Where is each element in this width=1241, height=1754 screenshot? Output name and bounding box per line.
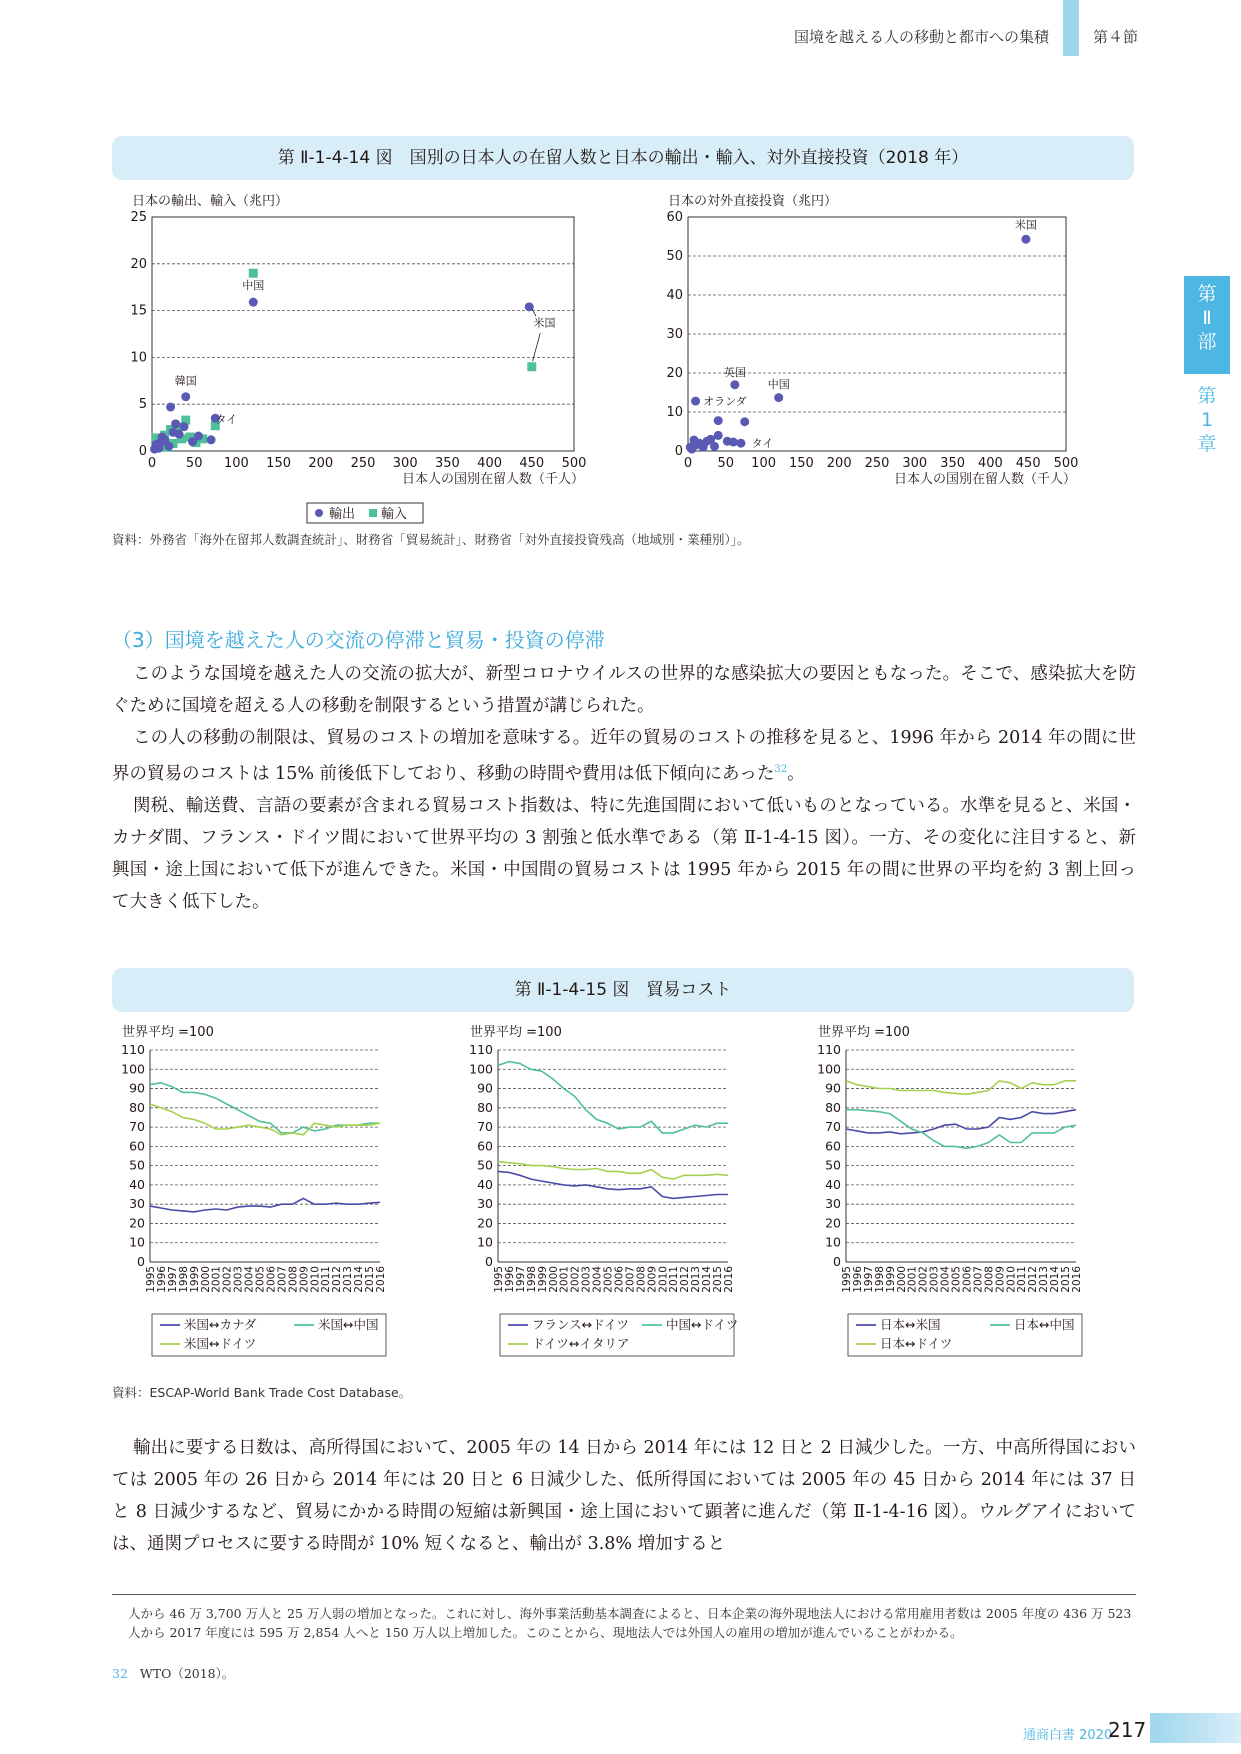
series-line (498, 1162, 728, 1179)
y-tick-label: 60 (825, 1138, 841, 1154)
fdi-point (686, 443, 695, 452)
x-tick-label: 1995 (493, 1266, 505, 1293)
x-tick-label: 2000 (199, 1266, 212, 1293)
y-tick-label: 30 (129, 1196, 145, 1212)
x-tick-label: 400 (977, 456, 1003, 471)
y-tick-label: 70 (825, 1119, 841, 1135)
x-tick-label: 1998 (525, 1266, 538, 1293)
footnote-rule (112, 1594, 1136, 1595)
annotation-korea: 韓国 (174, 374, 197, 388)
annotation-uk: 英国 (723, 366, 746, 380)
y-tick-label: 60 (129, 1138, 145, 1154)
annotation-netherlands: オランダ (703, 394, 747, 408)
y-tick-label: 50 (666, 249, 683, 264)
fdi-point (710, 442, 719, 451)
paragraph-3: 関税、輸送費、言語の要素が含まれる貿易コスト指数は、特に先進国間において低いものとなっている。水準を見ると、米国・カナダ間、フランス・ドイツ間において世界平均の 3 割強と低水準である（第 Ⅱ-1-4-15 図）。一方、その変化に注目すると、新興国・途上国において低下が進んできた。米国・中国間の貿易コストは 1995 年から 2015 年の間に世界の平均を約 3 割上回って大きく低下した。 (112, 795, 1136, 912)
x-axis-label: 日本人の国別在留人数（千人） (893, 472, 1076, 487)
y-tick-label: 90 (129, 1080, 145, 1096)
y-tick-label: 0 (485, 1254, 493, 1269)
paragraph-2 (112, 722, 1136, 790)
x-tick-label: 2014 (701, 1266, 714, 1293)
x-tick-label: 450 (1015, 456, 1041, 471)
x-tick-label: 2008 (287, 1266, 300, 1293)
x-tick-label: 100 (223, 456, 249, 471)
x-tick-label: 2013 (690, 1266, 703, 1293)
y-tick-label: 90 (825, 1080, 841, 1096)
fdi-point (702, 437, 711, 446)
paragraph-2-text: この人の移動の制限は、貿易のコストの増加を意味する。近年の貿易のコストの推移を見ると、1996 年から 2014 年の間に世界の貿易のコストは 15% 前後低下しており、移動の時間や費用は低下傾向にあった (112, 728, 1136, 784)
y-tick-label: 10 (825, 1234, 841, 1250)
x-tick-label: 300 (392, 456, 418, 471)
x-tick-label: 2008 (983, 1266, 996, 1293)
x-tick-label: 1998 (177, 1266, 190, 1293)
paragraph-1: このような国境を越えた人の交流の拡大が、新型コロナウイルスの世界的な感染拡大の要因ともなった。そこで、感染拡大を防ぐために国境を超える人の移動を制限するという措置が講じられた。 (112, 664, 1136, 716)
x-axis-label: 日本人の国別在留人数（千人） (401, 472, 584, 487)
legend-export-marker (315, 509, 323, 517)
export-point (249, 298, 258, 307)
x-tick-label: 2005 (254, 1266, 267, 1293)
y-tick-label: 0 (674, 444, 683, 459)
x-tick-label: 2003 (928, 1266, 941, 1293)
annotation-us: 米国 (1014, 218, 1037, 232)
footnote-ref-32[interactable]: 32 (774, 764, 788, 775)
x-tick-label: 2011 (1016, 1266, 1029, 1293)
x-tick-label: 2013 (342, 1266, 355, 1293)
y-tick-label: 25 (130, 210, 147, 225)
x-tick-label: 1997 (166, 1266, 179, 1293)
fdi-point (729, 438, 738, 447)
line-chart-japan-pairs (817, 1024, 1083, 1356)
y-tick-label: 40 (825, 1176, 841, 1192)
y-tick-label: 20 (666, 366, 683, 381)
x-tick-label: 50 (717, 456, 735, 471)
y-axis-label: 世界平均 =100 (122, 1025, 214, 1040)
x-tick-label: 1995 (145, 1266, 157, 1293)
x-tick-label: 2006 (265, 1266, 278, 1293)
y-tick-label: 110 (817, 1042, 841, 1057)
x-tick-label: 2001 (558, 1266, 571, 1293)
fdi-point (691, 397, 700, 406)
y-tick-label: 20 (129, 1215, 145, 1231)
x-tick-label: 2009 (646, 1266, 659, 1293)
x-tick-label: 2010 (309, 1266, 322, 1293)
x-tick-label: 200 (826, 456, 852, 471)
x-tick-label: 2003 (232, 1266, 245, 1293)
y-tick-label: 90 (477, 1080, 493, 1096)
figure-15-source: 資料：ESCAP-World Bank Trade Cost Database。 (112, 1385, 412, 1400)
x-tick-label: 2015 (364, 1266, 377, 1293)
y-tick-label: 100 (817, 1061, 841, 1077)
series-line (150, 1198, 380, 1212)
x-tick-label: 2010 (657, 1266, 670, 1293)
legend-label: 米国↔中国 (318, 1317, 379, 1332)
x-tick-label: 2002 (221, 1266, 234, 1293)
x-tick-label: 0 (147, 456, 157, 471)
y-axis-label: 世界平均 =100 (470, 1025, 562, 1040)
x-tick-label: 2011 (668, 1266, 681, 1293)
x-tick-label: 1997 (514, 1266, 527, 1293)
annotation-us-leader (533, 333, 541, 361)
figure-14-legend (307, 503, 423, 523)
y-tick-label: 110 (121, 1042, 145, 1057)
import-point (249, 269, 258, 278)
x-tick-label: 2016 (1071, 1266, 1083, 1293)
figure-14-charts (112, 185, 1136, 525)
y-tick-label: 0 (833, 1254, 841, 1269)
y-tick-label: 40 (666, 288, 683, 303)
x-tick-label: 1996 (851, 1266, 864, 1293)
x-tick-label: 2006 (961, 1266, 974, 1293)
y-tick-label: 50 (129, 1157, 145, 1173)
y-tick-label: 0 (137, 1254, 145, 1269)
x-tick-label: 50 (185, 456, 203, 471)
x-tick-label: 0 (683, 456, 693, 471)
x-tick-label: 2001 (210, 1266, 223, 1293)
x-tick-label: 2007 (276, 1266, 289, 1293)
series-line (846, 1110, 1076, 1149)
x-tick-label: 2008 (635, 1266, 648, 1293)
export-point (164, 442, 173, 451)
x-tick-label: 1996 (503, 1266, 516, 1293)
x-tick-label: 2010 (1005, 1266, 1018, 1293)
legend-label: 米国↔ドイツ (184, 1336, 257, 1351)
side-tab-part-label: 第 Ⅱ 部 (1197, 283, 1217, 353)
y-tick-label: 70 (129, 1119, 145, 1135)
x-tick-label: 2014 (1049, 1266, 1062, 1293)
x-tick-label: 250 (350, 456, 376, 471)
running-header-title: 国境を越える人の移動と都市への集積 (794, 28, 1050, 46)
legend-export-label: 輸出 (329, 507, 356, 522)
x-tick-label: 1995 (841, 1266, 853, 1293)
footnote-continued: 人から 46 万 3,700 万人と 25 万人弱の増加となった。これに対し、海外事業活動基本調査によると、日本企業の海外現地法人における常用雇用者数は 2005 年度の 436 万 523 人から 2017 年度には 595 万 2,854 人へと 150 万人以上増加した。このことから、現地法人では外国人の雇用の増加が進んでいることがわかる。 (128, 1606, 1132, 1640)
x-tick-label: 350 (434, 456, 460, 471)
x-tick-label: 2009 (994, 1266, 1007, 1293)
x-tick-label: 500 (1053, 456, 1079, 471)
legend-label: ドイツ↔イタリア (532, 1336, 630, 1351)
y-tick-label: 50 (477, 1157, 493, 1173)
footer-brand: 通商白書 2020 (1023, 1728, 1113, 1743)
export-point (180, 422, 189, 431)
series-line (150, 1104, 380, 1135)
line-chart-us-pairs (121, 1024, 387, 1356)
page-number: 217 (1108, 1718, 1147, 1742)
x-tick-label: 2003 (580, 1266, 593, 1293)
y-tick-label: 10 (130, 350, 147, 366)
x-tick-label: 100 (751, 456, 777, 471)
export-point (150, 445, 159, 454)
x-tick-label: 400 (477, 456, 503, 471)
y-tick-label: 30 (666, 327, 683, 342)
y-tick-label: 70 (477, 1119, 493, 1135)
y-tick-label: 10 (129, 1234, 145, 1250)
footer-accent-bar (1150, 1713, 1241, 1743)
y-tick-label: 40 (129, 1176, 145, 1192)
y-tick-label: 30 (477, 1196, 493, 1212)
x-tick-label: 2004 (939, 1266, 952, 1293)
x-tick-label: 2002 (917, 1266, 930, 1293)
annotation-thailand: タイ (215, 412, 238, 426)
header-accent-bar (1063, 0, 1079, 56)
figure-15-title: 第 Ⅱ-1-4-15 図 貿易コスト (112, 968, 1134, 1012)
x-tick-label: 1999 (188, 1266, 201, 1293)
x-tick-label: 2012 (679, 1266, 692, 1293)
annotation-thailand: タイ (751, 437, 774, 451)
footnote-32-number: 32 (112, 1666, 128, 1681)
paragraph-4: 輸出に要する日数は、高所得国において、2005 年の 14 日から 2014 年には 12 日と 2 日減少した。一方、中高所得国においては 2005 年の 26 日から 2014 年には 20 日と 6 日減少した、低所得国においては 2005 年の 45 日から 2014 年には 37 日と 8 日減少するなど、貿易にかかる時間の短縮は新興国・途上国において顕著に進んだ（第 Ⅱ-1-4-16 図）。ウルグアイにおいては、通関プロセスに要する時間が 10% 短くなると、輸出が 3.8% 増加すると (112, 1438, 1136, 1554)
x-tick-label: 2004 (591, 1266, 604, 1293)
x-tick-label: 2007 (972, 1266, 985, 1293)
x-tick-label: 2014 (353, 1266, 366, 1293)
y-axis-label: 日本の対外直接投資（兆円） (668, 194, 838, 209)
legend-label: 日本↔ドイツ (880, 1336, 953, 1351)
legend-label: フランス↔ドイツ (532, 1317, 629, 1332)
side-tab-chapter-label: 第 1 章 (1197, 385, 1217, 455)
fdi-point (736, 439, 745, 448)
x-tick-label: 2004 (243, 1266, 256, 1293)
legend-label: 中国↔ドイツ (666, 1317, 739, 1332)
export-point (169, 428, 178, 437)
y-tick-label: 20 (477, 1215, 493, 1231)
figure-14-source: 資料：外務省「海外在留邦人数調査統計」、財務省「貿易統計」、財務省「対外直接投資残高（地域別・業種別）」。 (112, 532, 750, 547)
y-tick-label: 100 (469, 1061, 493, 1077)
running-header-section: 第４節 (1093, 28, 1139, 46)
x-tick-label: 500 (561, 456, 587, 471)
x-tick-label: 2011 (320, 1266, 333, 1293)
export-point (158, 432, 167, 441)
x-tick-label: 2000 (895, 1266, 908, 1293)
y-tick-label: 30 (825, 1196, 841, 1212)
x-tick-label: 300 (902, 456, 928, 471)
fdi-point (740, 417, 749, 426)
side-tab-chapter[interactable] (1184, 384, 1230, 464)
fdi-point (774, 393, 783, 402)
x-tick-label: 2006 (613, 1266, 626, 1293)
footnote-32 (112, 1664, 1136, 1683)
annotation-china: 中国 (767, 377, 790, 391)
x-tick-label: 2015 (1060, 1266, 1073, 1293)
y-tick-label: 5 (138, 397, 147, 413)
y-tick-label: 20 (130, 256, 147, 272)
x-tick-label: 1998 (873, 1266, 886, 1293)
y-tick-label: 80 (825, 1099, 841, 1115)
legend-label: 日本↔中国 (1014, 1317, 1075, 1332)
annotation-us-leader (532, 309, 536, 316)
series-line (846, 1110, 1076, 1134)
series-line (498, 1062, 728, 1133)
y-axis-label: 世界平均 =100 (818, 1025, 910, 1040)
x-tick-label: 200 (308, 456, 334, 471)
export-point (188, 437, 197, 446)
x-tick-label: 2009 (298, 1266, 311, 1293)
export-point (166, 403, 175, 412)
body-text-1 (112, 658, 1136, 918)
body-text-2 (112, 1432, 1136, 1560)
series-line (846, 1081, 1076, 1095)
paragraph-2-end: 。 (787, 763, 805, 784)
legend-import-label: 輸入 (381, 507, 408, 522)
fdi-point (1021, 235, 1030, 244)
x-tick-label: 2005 (950, 1266, 963, 1293)
x-tick-label: 2016 (375, 1266, 387, 1293)
x-tick-label: 2012 (331, 1266, 344, 1293)
x-tick-label: 350 (940, 456, 966, 471)
x-tick-label: 2001 (906, 1266, 919, 1293)
y-tick-label: 10 (477, 1234, 493, 1250)
y-tick-label: 20 (825, 1215, 841, 1231)
section-title: （3）国境を越えた人の交流の停滞と貿易・投資の停滞 (112, 628, 605, 652)
legend-label: 日本↔米国 (880, 1317, 941, 1332)
y-tick-label: 15 (130, 303, 147, 319)
x-tick-label: 2007 (624, 1266, 637, 1293)
y-tick-label: 40 (477, 1176, 493, 1192)
y-axis-label: 日本の輸出、輸入（兆円） (132, 194, 289, 209)
legend-import-marker (369, 509, 377, 517)
fdi-point (730, 380, 739, 389)
y-tick-label: 50 (825, 1157, 841, 1173)
x-tick-label: 2005 (602, 1266, 615, 1293)
x-tick-label: 150 (266, 456, 292, 471)
y-tick-label: 110 (469, 1042, 493, 1057)
x-tick-label: 250 (864, 456, 890, 471)
scatter-fdi-chart (666, 193, 1078, 487)
x-tick-label: 1997 (862, 1266, 875, 1293)
x-tick-label: 2002 (569, 1266, 582, 1293)
x-tick-label: 150 (788, 456, 814, 471)
y-tick-label: 10 (666, 405, 683, 420)
x-tick-label: 1999 (884, 1266, 897, 1293)
footnote-32-text: WTO（2018）。 (139, 1666, 235, 1681)
annotation-china: 中国 (242, 279, 265, 293)
x-tick-label: 2012 (1027, 1266, 1040, 1293)
y-tick-label: 80 (129, 1099, 145, 1115)
y-tick-label: 60 (666, 210, 683, 225)
side-tab-part[interactable] (1184, 276, 1230, 374)
y-tick-label: 80 (477, 1099, 493, 1115)
export-point (207, 435, 216, 444)
export-point (181, 392, 190, 401)
y-tick-label: 0 (138, 444, 147, 459)
y-tick-label: 60 (477, 1138, 493, 1154)
export-point (171, 419, 180, 428)
x-tick-label: 2016 (723, 1266, 735, 1293)
x-tick-label: 2015 (712, 1266, 725, 1293)
figure-14-title: 第 Ⅱ-1-4-14 図 国別の日本人の在留人数と日本の輸出・輸入、対外直接投資（2018 年） (112, 136, 1134, 180)
x-tick-label: 450 (519, 456, 545, 471)
annotation-us: 米国 (533, 316, 556, 330)
line-chart-eu-pairs (469, 1024, 738, 1356)
x-tick-label: 2013 (1038, 1266, 1051, 1293)
x-tick-label: 2000 (547, 1266, 560, 1293)
legend-label: 米国↔カナダ (184, 1317, 257, 1332)
x-tick-label: 1999 (536, 1266, 549, 1293)
figure-15-charts (112, 1018, 1136, 1380)
import-point (527, 362, 536, 371)
fdi-point (714, 416, 723, 425)
x-tick-label: 1996 (155, 1266, 168, 1293)
y-tick-label: 100 (121, 1061, 145, 1077)
scatter-trade-chart (130, 193, 586, 487)
